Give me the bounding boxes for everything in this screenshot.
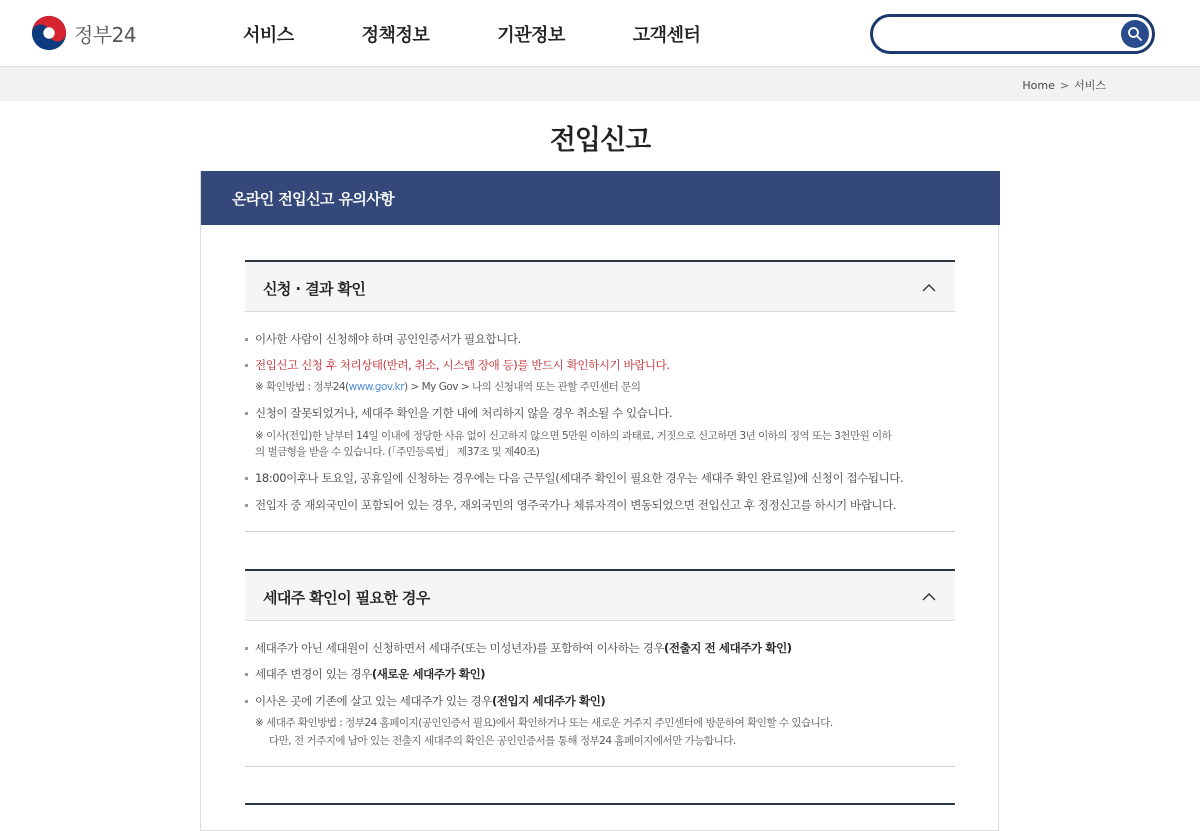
item-text: 세대주 변경이 있는 경우 [255,667,372,681]
nav-policy-info[interactable]: 정책정보 [361,24,430,46]
nav-agency-info[interactable]: 기관정보 [497,24,565,46]
section-title: 세대주 확인이 필요한 경우 [263,589,430,607]
breadcrumb-home[interactable]: Home [1022,78,1055,92]
note-item: ※ 세대주 확인방법 : 정부24 홈페이지(공인인증서 필요)에서 확인하거나 또는 새로운 거주지 주민센터에 방문하여 확인할 수 있습니다. [255,717,833,729]
logo-text: 정부24 [74,22,137,47]
breadcrumb-current[interactable]: 서비스 [1074,79,1106,92]
section-title: 신청 · 결과 확인 [263,280,366,298]
next-section-divider [245,803,955,805]
accordion-header-head-of-household[interactable] [245,569,955,621]
chevron-up-icon[interactable] [921,589,937,605]
nav-customer-center[interactable]: 고객센터 [632,24,701,46]
panel-title: 온라인 전입신고 유의사항 [232,190,395,208]
item-emphasis: (전출지 전 세대주가 확인) [664,641,792,655]
chevron-up-icon[interactable] [921,280,937,296]
section-body [245,621,955,767]
search-box [870,14,1155,54]
list-item: 신청이 잘못되었거나, 세대주 확인을 기한 내에 처리하지 않을 경우 취소될 수 있습니다. [245,406,945,420]
note-text: ※ 확인방법 : 정부24( [255,381,349,393]
list-item: 전입자 중 재외국민이 포함되어 있는 경우, 재외국민의 영주국가나 체류자격이 변동되었으면 전입신고 후 정정신고를 하시기 바랍니다. [245,498,955,512]
chevron-right-icon: > [1059,78,1070,92]
list-item [245,694,955,708]
breadcrumb [1022,77,1106,93]
nav-services[interactable]: 서비스 [243,24,294,46]
gov-link[interactable]: www.gov.kr [348,381,405,393]
note-item: 의 벌금형을 받을 수 있습니다. (「주민등록법」 제37조 및 제40조) [255,446,540,458]
list-item [245,641,955,655]
item-text: 이사온 곳에 기존에 살고 있는 세대주가 있는 경우 [255,694,492,708]
note-item: ※ 이사(전입)한 날부터 14일 이내에 정당한 사유 없이 신고하지 않으면 5만원 이하의 과태료, 거짓으로 신고하면 3년 이하의 징역 또는 3천만원 이하 [255,430,892,442]
section-head-of-household [245,569,955,767]
note-text: ) > My Gov > 나의 신청내역 또는 관할 주민센터 문의 [404,381,641,393]
search-icon [1127,26,1143,42]
note-item [245,379,945,395]
item-text: 세대주가 아닌 세대원이 신청하면서 세대주(또는 미성년자)를 포함하여 이사하는 경우 [255,641,665,655]
list-item: 18:00이후나 토요일, 공휴일에 신청하는 경우에는 다음 근무일(세대주 확인이 필요한 경우는 세대주 확인 완료일)에 신청이 접수됩니다. [245,471,955,485]
notice-panel [200,171,999,831]
search-input[interactable] [885,23,1115,45]
government-emblem-icon [30,14,68,52]
main-nav [243,0,768,67]
note-item: 다만, 전 거주지에 남아 있는 전출지 세대주의 확인은 공인인증서를 통해 정부24 홈페이지에서만 가능합니다. [269,735,736,747]
list-item [245,667,955,681]
section-body [245,312,955,532]
page-title: 전입신고 [549,125,651,156]
panel-header [201,171,1000,225]
accordion-header-application-result[interactable] [245,260,955,312]
warning-item: 전입신고 신청 후 처리상태(반려, 취소, 시스템 장애 등)를 반드시 확인하시기 바랍니다. [245,358,945,372]
item-emphasis: (새로운 세대주가 확인) [371,667,486,681]
list-item: 이사한 사람이 신청해야 하며 공인인증서가 필요합니다. [245,332,945,346]
breadcrumb-bar [0,67,1200,101]
search-button[interactable] [1121,20,1149,48]
logo[interactable] [30,14,136,52]
item-emphasis: (전입지 세대주가 확인) [491,694,606,708]
site-header [0,0,1200,67]
section-application-result [245,260,955,532]
